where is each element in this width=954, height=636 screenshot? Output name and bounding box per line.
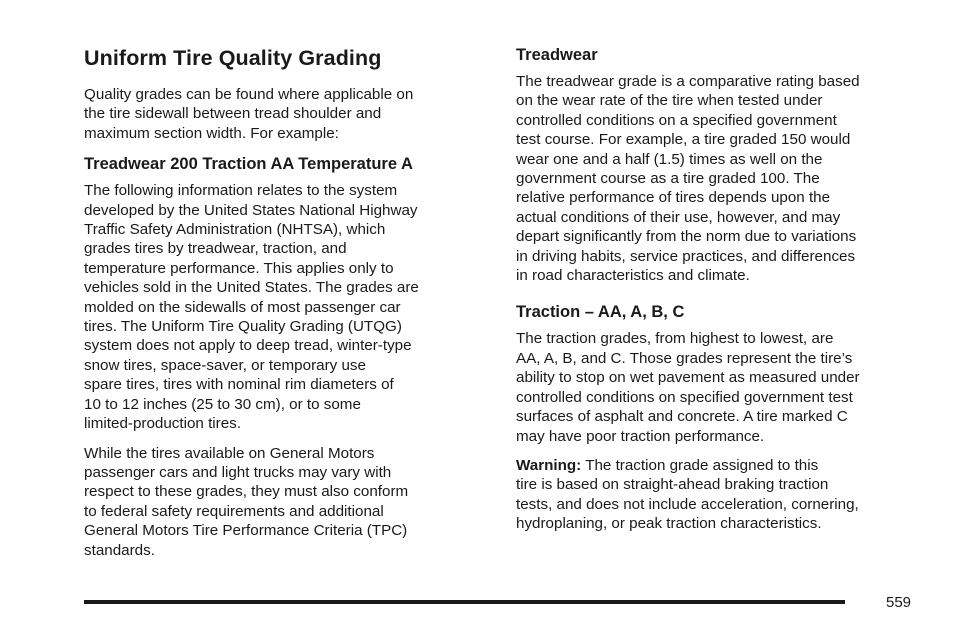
warning-paragraph xyxy=(516,456,921,534)
treadwear-heading: Treadwear xyxy=(516,46,598,64)
right-column xyxy=(516,44,921,544)
example-heading: Treadwear 200 Traction AA Temperature A xyxy=(84,155,413,174)
left-column xyxy=(84,44,484,570)
warning-text: The traction grade assigned to this tire is based on straight-ahead braking traction tests, and does not include acceleration, cornering, hydroplaning, or peak traction characteristics. xyxy=(516,456,859,533)
page-title: Uniform Tire Quality Grading xyxy=(84,46,382,70)
footer-rule xyxy=(84,600,845,604)
traction-heading: Traction – AA, A, B, C xyxy=(516,303,685,322)
intro-paragraph: Quality grades can be found where applicable on the tire sidewall between tread shoulder and maximum section width. For example: xyxy=(84,86,414,142)
warning-label: Warning: xyxy=(516,456,582,474)
traction-paragraph: The traction grades, from highest to lowest, are AA, A, B, and C. Those grades represent the tire’s ability to stop on wet pavement as measured under controlled conditions on specified government test surfaces of asphalt and concrete. A tire marked C may have poor traction performance. xyxy=(516,330,860,445)
nhtsa-paragraph: The following information relates to the system developed by the United States National Highway Traffic Safety Administration (NHTSA), which grades tires by treadwear, traction, and temperature performance. This applies only to vehicles sold in the United States. The grades are molded on the sidewalls of most passenger car tires. The Uniform Tire Quality Grading (UTQG) system does not apply to deep tread, winter-type snow tires, space-saver, or temporary use spare tires, tires with nominal rim diameters of 10 to 12 inches (25 to 30 cm), or to some limited-production tires. xyxy=(84,182,419,433)
gm-paragraph: While the tires available on General Motors passenger cars and light trucks may vary with respect to these grades, they must also conform to federal safety requirements and additional General Motors Tire Performance Criteria (TPC) standards. xyxy=(84,444,409,559)
page-number: 559 xyxy=(886,594,912,611)
treadwear-paragraph: The treadwear grade is a comparative rating based on the wear rate of the tire when tested under controlled conditions on a specified government test course. For example, a tire graded 150 would wear one and a half (1.5) times as well on the government course as a tire graded 100. The relative performance of tires depends upon the actual conditions of their use, however, and may depart significantly from the norm due to variations in driving habits, service practices, and differences in road characteristics and climate. xyxy=(516,73,860,285)
